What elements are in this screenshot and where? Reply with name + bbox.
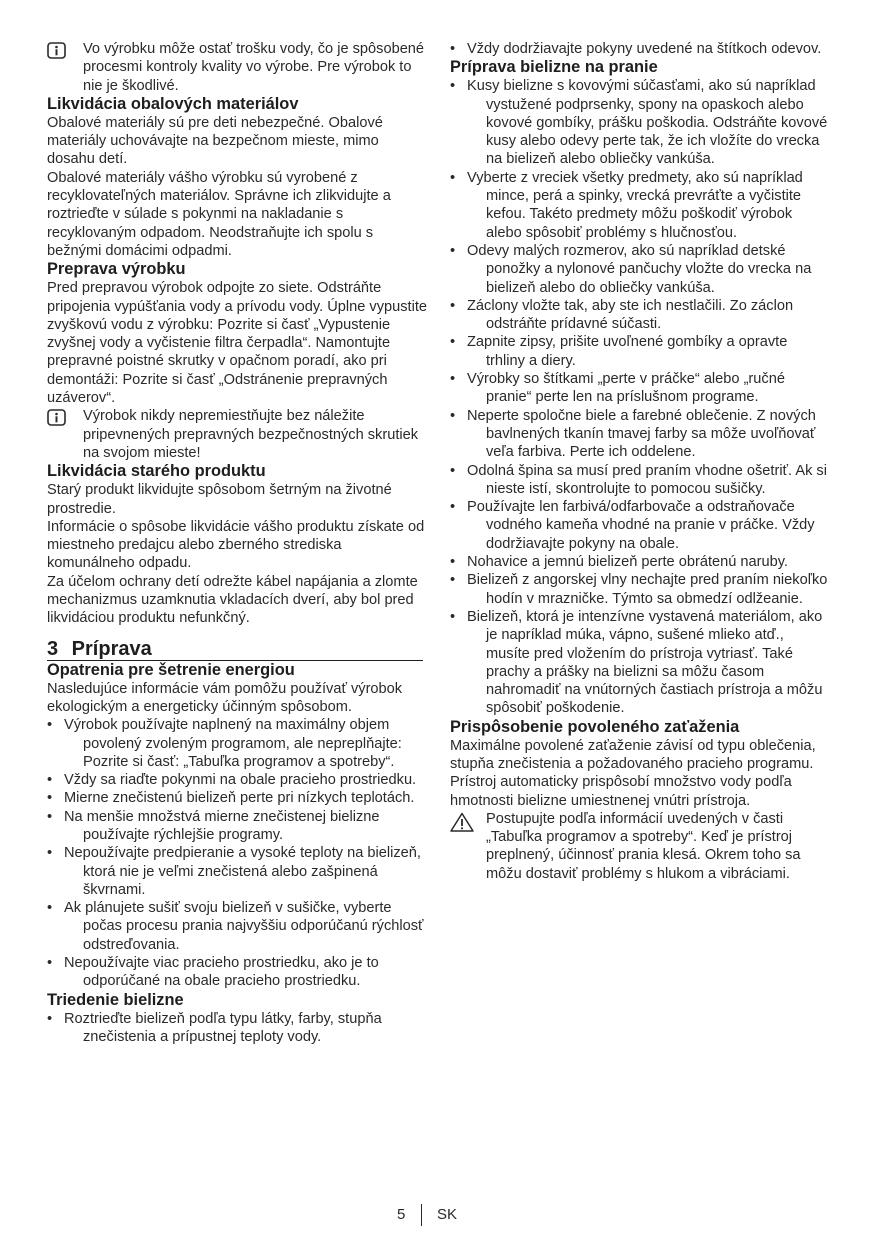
- info-note: [47, 40, 427, 95]
- info-note-text: Výrobok nikdy nepremiestňujte bez náležite pripevnených prepravných bezpečnostných skrutiek na svojom mieste!: [83, 408, 419, 461]
- list-item: • Používajte len farbivá/odfarbovače a odstraňovače vodného kameňa vhodné na pranie v práčke. Vždy dodržiavajte pokyny na obale.: [450, 498, 830, 553]
- list-item: • Odolná špina sa musí pred praním vhodne ošetriť. Ak si nieste istí, skontrolujte to pomocou sušičky.: [450, 462, 830, 499]
- warning-icon: [450, 810, 486, 830]
- language-code: SK: [437, 1206, 458, 1223]
- list-item: • Výrobky so štítkami „perte v práčke“ alebo „ručné pranie“ perte len na príslušnom programe.: [450, 370, 830, 407]
- list-item: • Nepoužívajte predpieranie a vysoké teploty na bielizeň, ktorá nie je veľmi znečistená alebo zašpinená škvrnami.: [47, 844, 427, 899]
- info-icon: [47, 40, 83, 60]
- list-item: • Záclony vložte tak, aby ste ich nestlačili. Zo záclon odstráňte prídavné súčasti.: [450, 297, 830, 334]
- info-note-text: Vo výrobku môže ostať trošku vody, čo je spôsobené procesmi kontroly kvality vo výrobe. Pre výrobok to nie je škodlivé.: [83, 41, 425, 94]
- list-item: • Nepoužívajte viac pracieho prostriedku, ako je to odporúčané na obale pracieho prostriedku.: [47, 954, 427, 991]
- paragraph: Starý produkt likvidujte spôsobom šetrným na životné prostredie.: [47, 482, 392, 517]
- page-footer: [0, 1205, 874, 1227]
- list-item: • Zapnite zipsy, prišite uvoľnené gombíky a opravte trhliny a diery.: [450, 333, 830, 370]
- list-item: • Mierne znečistenú bielizeň perte pri nízkych teplotách.: [47, 789, 427, 807]
- energy-list: [47, 716, 427, 990]
- section-title: 3 Príprava: [47, 638, 423, 661]
- paragraph: Informácie o spôsobe likvidácie vášho produktu získate od miestneho predajcu alebo zberného strediska komunálneho odpadu.: [47, 518, 425, 572]
- paragraph: Obalové materiály sú pre deti nebezpečné. Obalové materiály uchovávajte na bezpečnom mieste, mimo dosahu detí.: [47, 114, 383, 168]
- paragraph: Maximálne povolené zaťaženie závisí od typu oblečenia, stupňa znečistenia a požadovaného pracieho programu.: [450, 737, 816, 772]
- page-number: 5: [397, 1206, 406, 1223]
- list-item: • Vždy sa riaďte pokynmi na obale pracieho prostriedku.: [47, 771, 427, 789]
- list-item: • Na menšie množstvá mierne znečistenej bielizne používajte rýchlejšie programy.: [47, 808, 427, 845]
- labels-list: [450, 40, 830, 58]
- heading-sorting: Triedenie bielizne: [47, 990, 184, 1009]
- sorting-list: [47, 1010, 427, 1047]
- warning-text: Postupujte podľa informácií uvedených v časti „Tabuľka programov a spotreby“. Keď je prístroj preplnený, účinnosť prania klesá. Okrem toho sa môžu dostaviť problémy s hlukom a vibráciami.: [486, 810, 801, 882]
- list-item: • Nohavice a jemnú bielizeň perte obrátenú naruby.: [450, 553, 830, 571]
- list-item: • Ak plánujete sušiť svoju bielizeň v sušičke, vyberte počas procesu prania najvyššiu odporúčanú rýchlosť odstreďovania.: [47, 899, 427, 954]
- list-item: • Bielizeň, ktorá je intenzívne vystavená materiálom, ako je napríklad múka, vápno, sušené mlieko atď., musíte pred vložením do prístroja vytriasť. Také prachy a prášky na bielizni sa môžu časom nahromadiť na vnútorných častiach prístroja a môžu spôsobiť poškodenie.: [450, 608, 830, 718]
- paragraph: Nasledujúce informácie vám pomôžu používať výrobok ekologickým a energeticky účinným spôsobom.: [47, 680, 403, 715]
- list-item: • Bielizeň z angorskej vlny nechajte pred praním niekoľko hodín v mrazničke. Týmto sa obmedzí odlžeanie.: [450, 571, 830, 608]
- left-column: [47, 40, 427, 1046]
- heading-energy: Opatrenia pre šetrenie energiou: [47, 660, 295, 679]
- info-note: [47, 407, 427, 462]
- info-icon: [47, 407, 83, 427]
- footer-divider: [421, 1204, 422, 1226]
- right-column: [450, 40, 830, 883]
- list-item: • Vždy dodržiavajte pokyny uvedené na štítkoch odevov.: [450, 40, 830, 58]
- paragraph: Pred prepravou výrobok odpojte zo siete. Odstráňte pripojenia vypúšťania vody a prívodu vody. Úplne vypustite zvyškovú vodu z výrobku: Pozrite si časť „Vypustenie zvyšnej vody a vyčistenie filtra čerpadla“. Namontujte prepravné poistné skrutky v opačnom poradí, ako pri demontáži: Pozrite si časť „Odstránenie prepravných uzáverov“.: [47, 280, 427, 407]
- paragraph: Za účelom ochrany detí odrežte kábel napájania a zlomte mechanizmus uzamknutia vkladacích dverí, aby bol pred likvidáciou produktu nefunkčný.: [47, 573, 418, 627]
- list-item: • Vyberte z vreciek všetky predmety, ako sú napríklad mince, perá a spinky, vrecká prevráťte a vyčistite kefou. Takéto predmety môžu poškodiť výrobok alebo spôsobiť problémy s hlučnosťou.: [450, 169, 830, 242]
- list-item: • Neperte spoločne biele a farebné oblečenie. Z nových bavlnených tkanín tmavej farby sa môže uvoľňovať veľa farbiva. Perte ich oddelene.: [450, 407, 830, 462]
- list-item: • Odevy malých rozmerov, ako sú napríklad detské ponožky a nylonové pančuchy vložte do vrecka na bielizeň alebo do obliečky vankúša.: [450, 242, 830, 297]
- warning-note: [450, 810, 830, 883]
- heading-load: Prispôsobenie povoleného zaťaženia: [450, 717, 740, 736]
- list-item: • Kusy bielizne s kovovými súčasťami, ako sú napríklad vystužené podprsenky, spony na opaskoch alebo kovové gombíky, prášku poškodia. Odstráňte kovové kusy alebo odevy perte tak, že ich vložíte do vrecka na bielizeň alebo obliečky vankúša.: [450, 77, 830, 168]
- heading-laundry-prep: Príprava bielizne na pranie: [450, 58, 658, 77]
- paragraph: Obalové materiály vášho výrobku sú vyrobené z recyklovateľných materiálov. Správne ich zlikvidujte a roztrieďte v súlade s pokynmi na nakladanie s recyklovaným odpadom. Neodstraňujte ich spolu s bežnými domácimi odpadmi.: [47, 169, 391, 259]
- paragraph: Prístroj automaticky prispôsobí množstvo vody podľa hmotnosti bielizne umiestnenej vnútri prístroja.: [450, 774, 792, 809]
- list-item: • Roztrieďte bielizeň podľa typu látky, farby, stupňa znečistenia a prípustnej teploty vody.: [47, 1010, 427, 1047]
- list-item: • Výrobok používajte naplnený na maximálny objem povolený zvoleným programom, ale nepreplňajte: Pozrite si časť: „Tabuľka programov a spotreby“.: [47, 716, 427, 771]
- heading-transport: Preprava výrobku: [47, 260, 186, 279]
- heading-old-product: Likvidácia starého produktu: [47, 462, 266, 481]
- heading-packaging: Likvidácia obalových materiálov: [47, 94, 299, 113]
- prep-list: [450, 77, 830, 717]
